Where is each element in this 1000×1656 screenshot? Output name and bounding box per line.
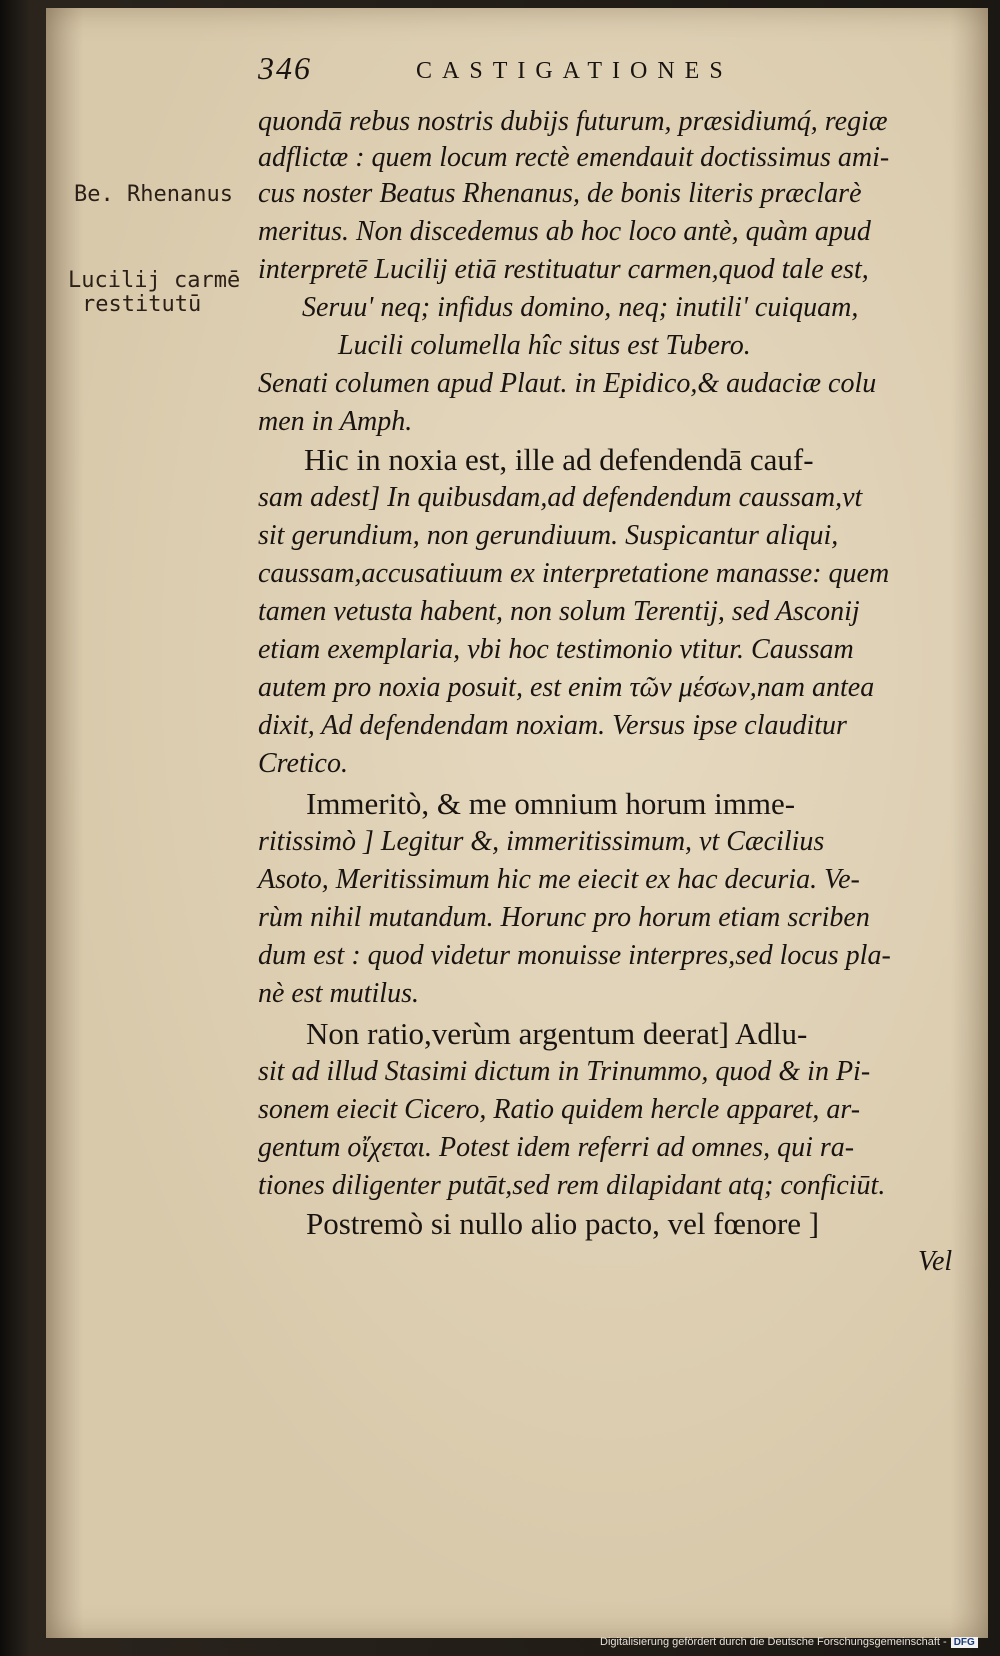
text-line: tamen vetusta habent, non solum Terentij, sed Asconij: [258, 596, 860, 627]
text-line: men in Amph.: [258, 406, 413, 437]
text-line: nè est mutilus.: [258, 978, 419, 1009]
lemma-line: Non ratio,verùm argentum deerat] Adlu-: [306, 1016, 808, 1051]
text-line: cus noster Beatus Rhenanus, de bonis literis præclarè: [258, 178, 862, 209]
credit-text: Digitalisierung gefördert durch die Deutsche Forschungsgemeinschaft -: [600, 1636, 947, 1648]
book-page: [46, 8, 988, 1638]
digitization-credit: [600, 1636, 978, 1648]
verse-line: Lucili columella hîc situs est Tubero.: [338, 330, 751, 361]
text-line: Asoto, Meritissimum hic me eiecit ex hac decuria. Ve-: [258, 864, 860, 895]
text-line: ritissimò ] Legitur &, immeritissimum, vt Cæcilius: [258, 826, 825, 857]
catchword: Vel: [918, 1246, 953, 1277]
text-line: tiones diligenter putāt,sed rem dilapidant atq; conficiūt.: [258, 1170, 886, 1201]
running-head: CASTIGATIONES: [416, 58, 733, 84]
lemma-line: Immeritò, & me omnium horum imme-: [306, 786, 796, 821]
dfg-logo: DFG: [951, 1637, 978, 1648]
text-line: gentum οἴχεται. Potest idem referri ad omnes, qui ra-: [258, 1132, 855, 1163]
marginal-note-rhenanus: Be. Rhenanus: [74, 182, 233, 207]
text-line: autem pro noxia posuit, est enim τῶν μέσων,nam antea: [258, 672, 875, 703]
text-line: etiam exemplaria, vbi hoc testimonio vtitur. Caussam: [258, 634, 854, 665]
text-line: sit gerundium, non gerundiuum. Suspicantur aliqui,: [258, 520, 839, 551]
marginal-note-lucilius-cont: restitutū: [82, 292, 202, 317]
text-line: interpretē Lucilij etiā restituatur carmen,quod tale est,: [258, 254, 869, 285]
text-line: sam adest] In quibusdam,ad defendendum caussam,vt: [258, 482, 863, 513]
text-line: caussam,accusatiuum ex interpretatione manasse: quem: [258, 558, 890, 589]
text-line: dum est : quod videtur monuisse interpres,sed locus pla-: [258, 940, 891, 971]
text-line: meritus. Non discedemus ab hoc loco antè, quàm apud: [258, 216, 871, 247]
page-number: 346: [258, 50, 312, 86]
text-line: Cretico.: [258, 748, 348, 779]
verse-line: Seruu' neq; infidus domino, neq; inutili' cuiquam,: [302, 292, 859, 323]
text-line: sonem eiecit Cicero, Ratio quidem hercle apparet, ar-: [258, 1094, 861, 1125]
text-line: quondā rebus nostris dubijs futurum, præsidiumq́, regiæ: [258, 106, 888, 137]
lemma-line: Hic in noxia est, ille ad defendendā cauf-: [304, 442, 814, 477]
text-line: Senati columen apud Plaut. in Epidico,& audaciæ colu: [258, 368, 877, 399]
lemma-line: Postremò si nullo alio pacto, vel fœnore ]: [306, 1206, 820, 1241]
text-line: adflictæ : quem locum rectè emendauit doctissimus ami-: [258, 142, 890, 173]
text-line: rùm nihil mutandum. Horunc pro horum etiam scriben: [258, 902, 870, 933]
text-line: dixit, Ad defendendam noxiam. Versus ipse clauditur: [258, 710, 847, 741]
marginal-note-lucilius: Lucilij carmē: [68, 268, 241, 293]
text-line: sit ad illud Stasimi dictum in Trinummo, quod & in Pi-: [258, 1056, 871, 1087]
